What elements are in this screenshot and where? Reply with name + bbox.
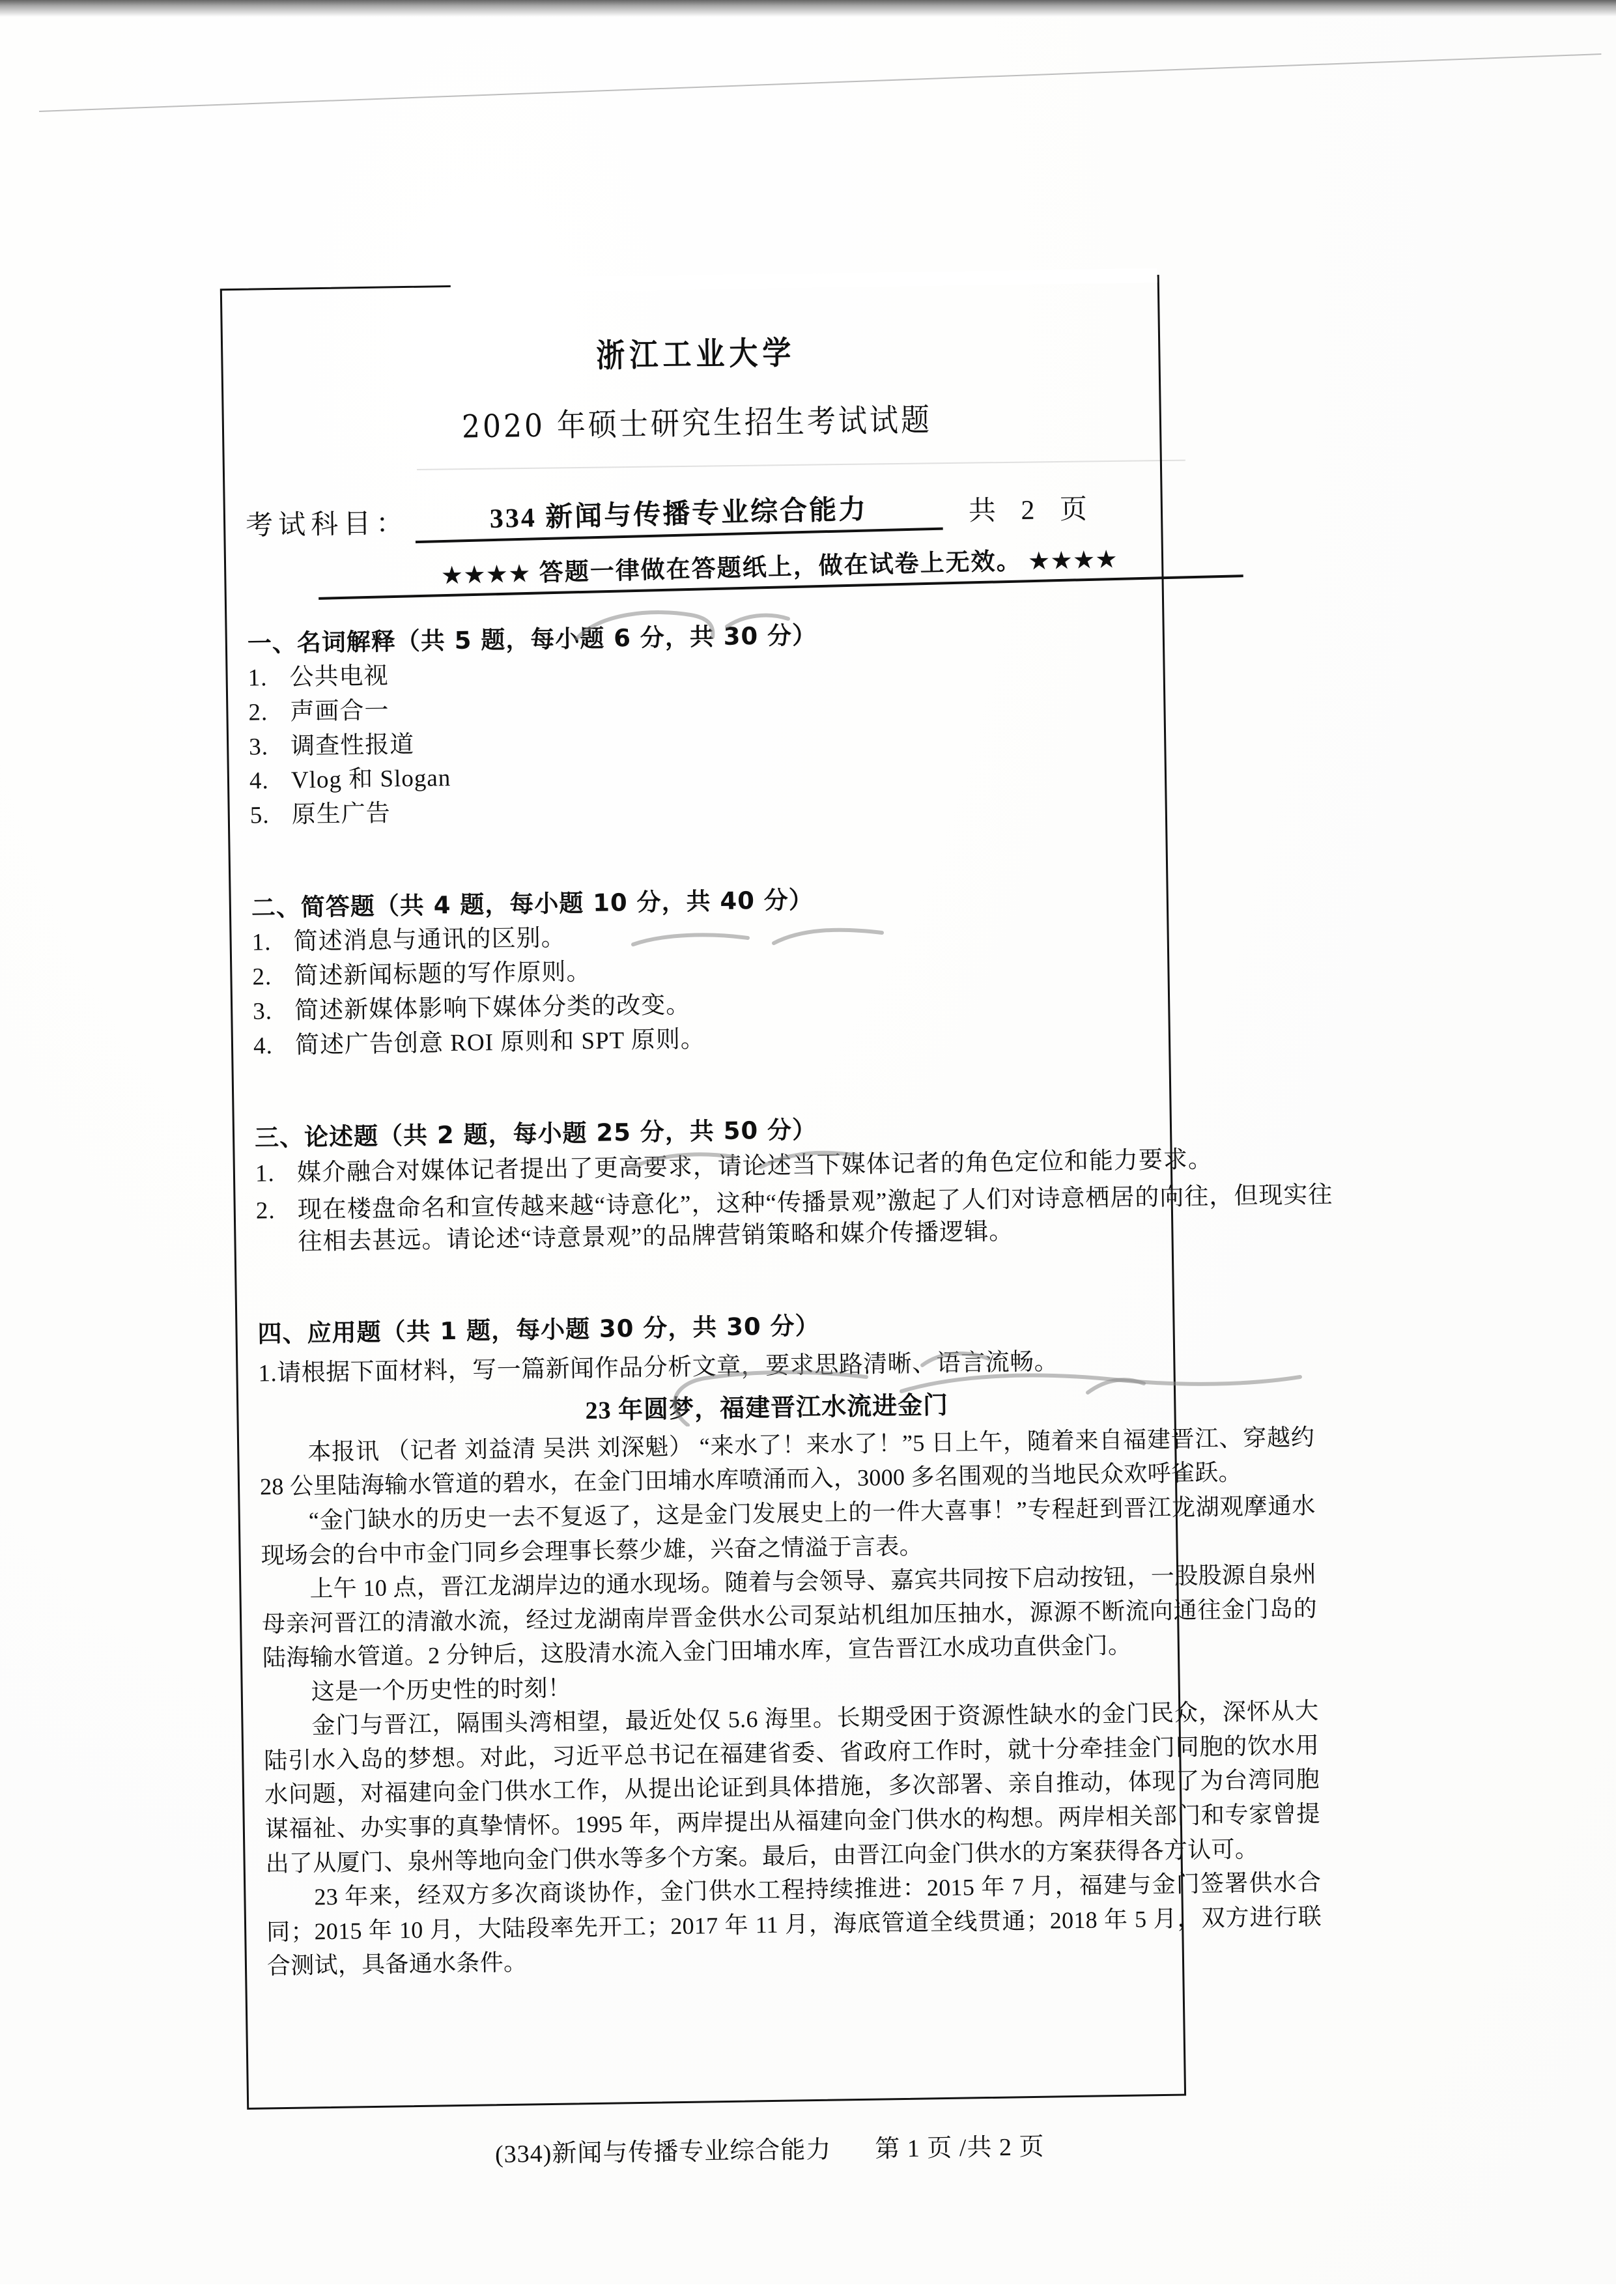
article-paragraph: “金门缺水的历史一去不复返了，这是金门发展史上的一件大喜事！”专程赶到晋江龙湖观摩通水现场会的台中市金门同乡会理事长蔡少雄，兴奋之情溢于言表。 bbox=[261, 1492, 1316, 1569]
subject-value: 334 新闻与传播专业综合能力 bbox=[414, 486, 943, 543]
article-paragraph: 上午 10 点，晋江龙湖岸边的通水现场。随着与会领导、嘉宾共同按下启动按钮，一股股源自泉州母亲河晋江的清澈水流，经过龙湖南岸晋金供水公司泵站机组加压抽水，源源不断流向通往金门岛的陆海输水管道。2 分钟后，这股清水流入金门田埔水库，宣告晋江水成功直供金门。 bbox=[261, 1561, 1318, 1671]
question-number: 2. bbox=[255, 1197, 276, 1225]
question-list bbox=[248, 644, 1527, 832]
page-footer bbox=[495, 2126, 1045, 2170]
question-text: 原生广告 bbox=[291, 800, 391, 829]
question-text: Vlog 和 Slogan bbox=[291, 765, 451, 795]
article-paragraph: 23 年来，经双方多次商谈协作，金门供水工程持续推进：2015 年 7 月，福建与金门签署供水合同；2015 年 10 月，大陆段率先开工；2017 年 11 月，海底管道全线贯通；2018 年 5 月，双方进行联合测试，具备通水条件。 bbox=[266, 1869, 1322, 1979]
question-number: 2. bbox=[252, 963, 272, 991]
question-text: 简述新媒体影响下媒体分类的改变。 bbox=[294, 991, 691, 1025]
question-text: 简述新闻标题的写作原则。 bbox=[294, 958, 591, 990]
question-text: 调查性报道 bbox=[290, 731, 415, 760]
question-number: 4. bbox=[253, 1032, 274, 1060]
article-paragraph: 金门与晋江，隔围头湾相望，最近处仅 5.6 海里。长期受困于资源性缺水的金门民众，深怀从大陆引水入岛的梦想。对此，习近平总书记在福建省委、省政府工作时，就十分牵挂金门同胞的饮水用水问题，对福建向金门供水工作，从提出论证到具体措施，多次部署、亲自推动，体现了为台湾同胞谋福祉、办实事的真挚情怀。1995 年，两岸提出从福建向金门供水的构想。两岸相关部门和专家曾提出了从厦门、泉州等地向金门供水等多个方案。最后，由晋江向金门供水的方案获得各方认可。 bbox=[264, 1697, 1320, 1877]
footer-spacer bbox=[838, 2157, 868, 2158]
question-number: 2. bbox=[248, 699, 268, 726]
subject-row bbox=[246, 481, 1484, 543]
university-name: 浙江工业大学 bbox=[595, 334, 796, 375]
question-number: 3. bbox=[252, 997, 273, 1025]
question-text: 简述广告创意 ROI 原则和 SPT 原则。 bbox=[294, 1025, 706, 1059]
question-list bbox=[255, 1140, 1533, 1260]
question-list bbox=[251, 909, 1530, 1062]
question-text: 声画合一 bbox=[290, 697, 390, 726]
list-item bbox=[255, 1177, 1533, 1260]
section-title: 四、应用题（共 1 题，每小题 30 分，共 30 分） bbox=[257, 1311, 820, 1348]
question-number: 1. bbox=[248, 664, 268, 692]
exam-content bbox=[242, 286, 1544, 1983]
question-number: 3. bbox=[248, 733, 269, 761]
application-prompt: 1.请根据下面材料，写一篇新闻作品分析文章，要求思路清晰、语言流畅。 bbox=[258, 1348, 1059, 1387]
question-text: 媒介融合对媒体记者提出了更高要求，请论述当下媒体记者的角色定位和能力要求。 bbox=[296, 1146, 1213, 1187]
question-text: 公共电视 bbox=[289, 662, 389, 691]
section-essay bbox=[255, 1099, 1533, 1260]
article-paragraph: 本报讯 （记者 刘益清 吴洪 刘深魁） “来水了！来水了！”5 日上午，随着来自福建晋江、穿越约 28 公里陆海输水管道的碧水，在金门田埔水库喷涌而入，3000 多名围观的当地民众欢呼雀跃。 bbox=[259, 1424, 1315, 1501]
footer-page-info: 第 1 页 /共 2 页 bbox=[875, 2133, 1045, 2163]
exam-year-title: 2020 年硕士研究生招生考试试题 bbox=[461, 401, 933, 446]
section-short-answer bbox=[251, 870, 1530, 1062]
question-number: 5. bbox=[249, 802, 270, 829]
section-title: 二、简答题（共 4 题，每小题 10 分，共 40 分） bbox=[251, 885, 814, 922]
question-number: 4. bbox=[249, 767, 270, 795]
answer-notice-text: 答题一律做在答题纸上，做在试卷上无效。 bbox=[539, 548, 1023, 587]
section-title: 三、论述题（共 2 题，每小题 25 分，共 50 分） bbox=[254, 1116, 817, 1153]
section-title: 一、名词解释（共 5 题，每小题 6 分，共 30 分） bbox=[247, 621, 817, 658]
article-body bbox=[259, 1417, 1544, 1983]
question-text: 现在楼盘命名和宣传越来越“诗意化”，这种“传播景观”激起了人们对诗意栖居的向往，但现实往往相去甚远。请论述“诗意景观”的品牌营销策略和媒介传播逻辑。 bbox=[297, 1182, 1333, 1256]
footer-subject: (334)新闻与传播专业综合能力 bbox=[494, 2136, 832, 2168]
section-term-explanation bbox=[247, 605, 1527, 832]
article-paragraph: 这是一个历史性的时刻！ bbox=[311, 1675, 572, 1705]
question-number: 1. bbox=[255, 1160, 275, 1188]
subject-label: 考试科目： bbox=[245, 508, 409, 541]
question-text: 简述消息与通讯的区别。 bbox=[293, 924, 566, 956]
section-application bbox=[257, 1295, 1544, 1983]
stars-right-icon: ★★★★ bbox=[1028, 547, 1120, 574]
question-number: 1. bbox=[251, 929, 272, 956]
stars-left-icon: ★★★★ bbox=[442, 561, 533, 589]
answer-notice bbox=[318, 535, 1243, 600]
pages-total: 共 2 页 bbox=[968, 494, 1097, 527]
article-title: 23 年圆梦，福建晋江水流进金门 bbox=[585, 1391, 949, 1425]
